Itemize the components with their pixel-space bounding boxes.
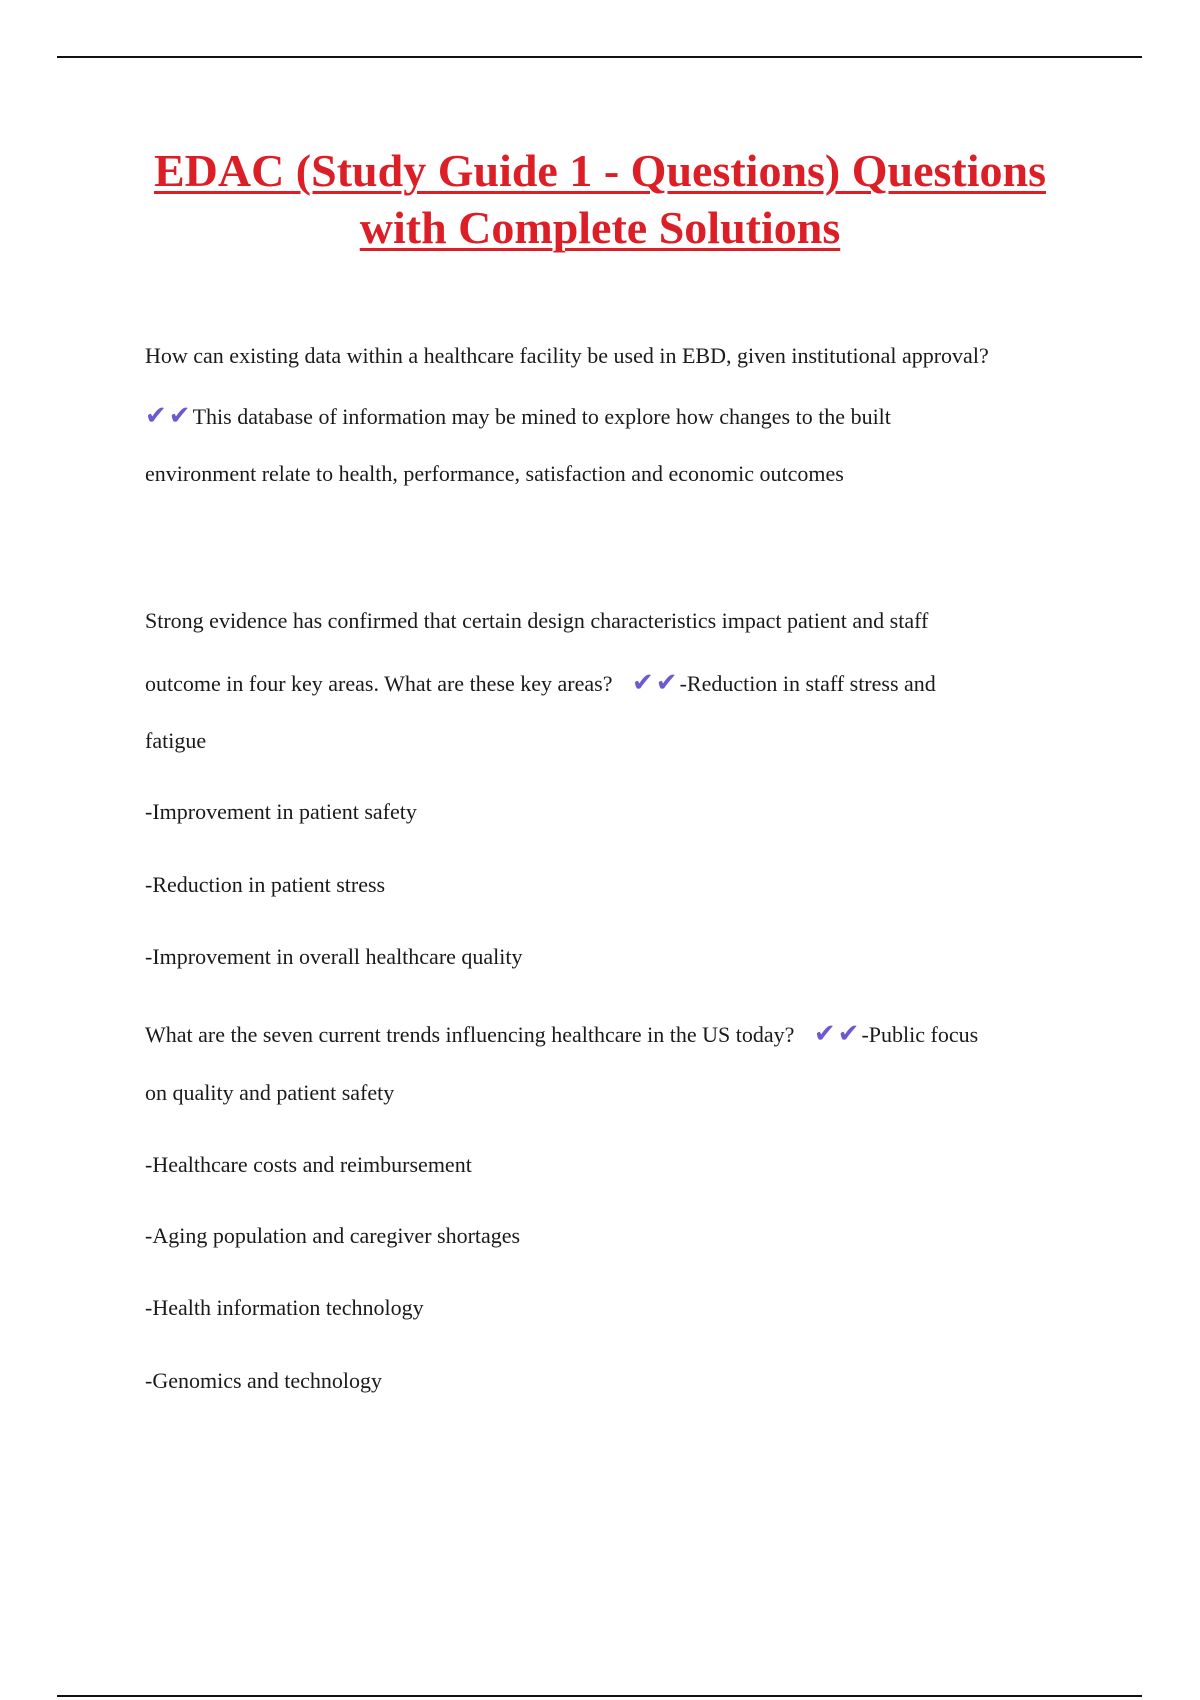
question-1 <box>145 343 989 369</box>
list-item <box>145 944 523 970</box>
check-icon: ✔ <box>655 668 678 697</box>
answer-1-line-1 <box>145 401 891 431</box>
answer-3-text: -Public focus <box>861 1022 979 1047</box>
list-item-text: -Aging population and caregiver shortages <box>145 1223 521 1248</box>
list-item-text: -Improvement in patient safety <box>145 799 417 824</box>
answer-1-text-cont: environment relate to health, performance, satisfaction and economic outcomes <box>145 461 844 486</box>
answer-2-text: -Reduction in staff stress and <box>679 671 936 696</box>
top-rule <box>57 56 1142 58</box>
check-icon: ✔ <box>813 1019 836 1048</box>
check-icon: ✔ <box>837 1019 860 1048</box>
answer-2-text-cont: fatigue <box>145 728 207 753</box>
answer-2-line-2 <box>145 728 206 754</box>
list-item-text: -Reduction in patient stress <box>145 872 386 897</box>
question-2-text: Strong evidence has confirmed that certain design characteristics impact patient and staff <box>145 608 929 633</box>
bottom-rule <box>57 1695 1142 1697</box>
answer-1-text: This database of information may be mined to explore how changes to the built <box>192 404 891 429</box>
answer-3-text-cont: on quality and patient safety <box>145 1080 395 1105</box>
question-3 <box>145 1019 978 1049</box>
question-3-text: What are the seven current trends influencing healthcare in the US today? <box>145 1022 795 1047</box>
title-line-1: EDAC (Study Guide 1 - Questions) Questions <box>153 145 1047 196</box>
check-icon: ✔ <box>631 668 654 697</box>
list-item-text: -Genomics and technology <box>145 1368 383 1393</box>
check-icon: ✔ <box>145 401 167 430</box>
answer-3-line-2 <box>145 1080 394 1106</box>
title-line-2: with Complete Solutions <box>359 202 841 253</box>
list-item <box>145 1368 382 1394</box>
list-item <box>145 1152 472 1178</box>
question-1-text: How can existing data within a healthcare facility be used in EBD, given institutional approval? <box>145 343 989 368</box>
answer-1-line-2 <box>145 461 844 487</box>
question-2-line-2 <box>145 668 936 698</box>
list-item <box>145 872 385 898</box>
check-icon: ✔ <box>168 401 191 430</box>
document-title <box>100 142 1100 256</box>
list-item <box>145 799 417 825</box>
list-item <box>145 1295 424 1321</box>
list-item-text: -Improvement in overall healthcare quality <box>145 944 523 969</box>
list-item-text: -Health information technology <box>145 1295 424 1320</box>
question-2 <box>145 608 928 634</box>
list-item <box>145 1223 520 1249</box>
question-2-text-cont: outcome in four key areas. What are these key areas? <box>145 671 613 696</box>
list-item-text: -Healthcare costs and reimbursement <box>145 1152 472 1177</box>
